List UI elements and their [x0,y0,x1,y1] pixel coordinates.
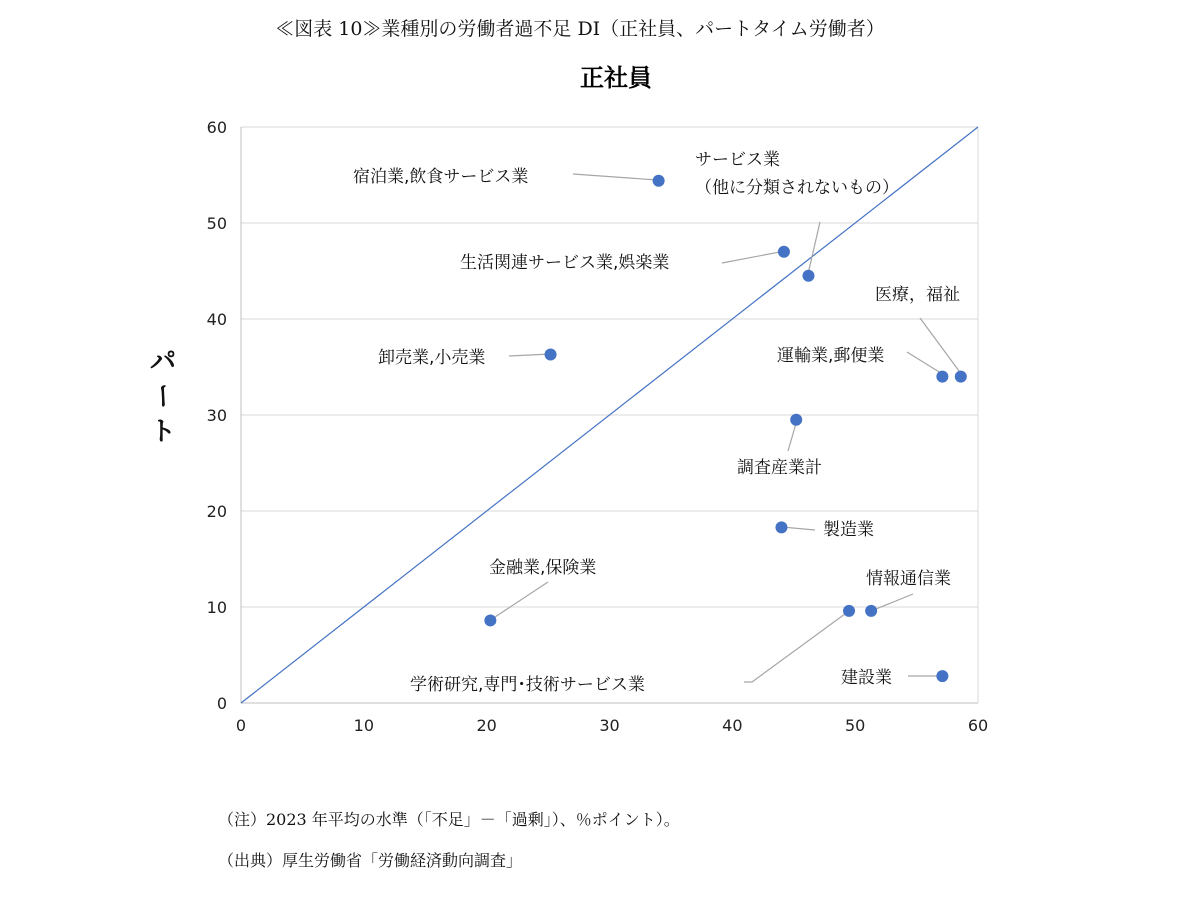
point-label-line: 調査産業計 [737,458,822,478]
y-axis-label-char: ト [149,417,177,447]
source-text: （出典）厚生労働省「労働経済動向調査」 [218,851,523,870]
data-point [484,614,496,626]
y-axis-label [147,347,177,447]
data-point [936,670,948,682]
point-label-line: サービス業 [695,150,780,170]
data-point [790,414,802,426]
point-label-line: 建設業 [841,668,892,688]
x-tick-label: 30 [599,716,620,735]
data-point [843,605,855,617]
y-tick-label: 40 [206,310,227,329]
point-label [353,167,528,187]
leader-line [920,318,962,375]
data-points [484,175,966,682]
y-tick-label: 60 [206,118,227,137]
x-tick-label: 10 [353,716,375,735]
leader-line [573,174,657,180]
y-tick-label: 50 [206,214,227,233]
leader-line [489,582,548,621]
y-axis-label-char: ー [147,382,177,410]
leader-line [871,594,913,611]
point-label [695,150,899,198]
leader-line [907,352,944,375]
point-label-line: 製造業 [823,520,874,540]
point-label-line: 学術研究,専門･技術サービス業 [410,675,645,695]
point-label-line: （他に分類されないもの） [695,178,899,198]
point-label [777,346,884,366]
point-label [378,348,485,368]
x-tick-label: 40 [722,716,743,735]
data-point [802,270,814,282]
point-label [866,569,951,589]
data-point [775,521,787,533]
point-label [410,675,645,695]
chart-title: 正社員 [580,64,652,92]
figure-title: ≪図表 10≫業種別の労働者過不足 DI（正社員、パートタイム労働者） [275,18,885,40]
point-label-line: 卸売業,小売業 [378,348,486,368]
y-tick-label: 20 [206,502,227,521]
y-tick-label: 10 [206,598,227,617]
leader-line [744,611,849,682]
data-point [778,246,790,258]
point-label-line: 生活関連サービス業,娯楽業 [460,253,670,273]
leader-line [808,222,820,274]
data-point [865,605,877,617]
x-tick-label: 50 [844,716,866,735]
y-axis-label-char: パ [149,347,177,377]
x-tick-label: 20 [476,716,497,735]
data-point [955,371,967,383]
point-label-line: 医療，福祉 [875,285,960,305]
x-tick-label: 60 [967,716,989,735]
note-text: （注）2023 年平均の水準（「不足」－「過剰」）、％ポイント）。 [218,810,680,829]
y-tick-label: 30 [206,406,227,425]
point-label [489,558,596,578]
point-label [875,285,960,305]
point-label [737,458,822,478]
data-point [936,371,948,383]
x-tick-label: 0 [235,716,247,735]
point-label-line: 宿泊業,飲食サービス業 [353,167,529,187]
point-label-line: 金融業,保険業 [489,558,597,578]
data-point [545,349,557,361]
leader-line [722,251,785,263]
point-label [823,520,874,540]
data-point [653,175,665,187]
point-label [460,253,669,273]
y-tick-label: 0 [216,694,227,713]
point-label [841,668,892,688]
leader-lines [489,174,962,682]
point-label-line: 情報通信業 [866,569,951,589]
point-label-line: 運輸業,郵便業 [777,346,885,366]
